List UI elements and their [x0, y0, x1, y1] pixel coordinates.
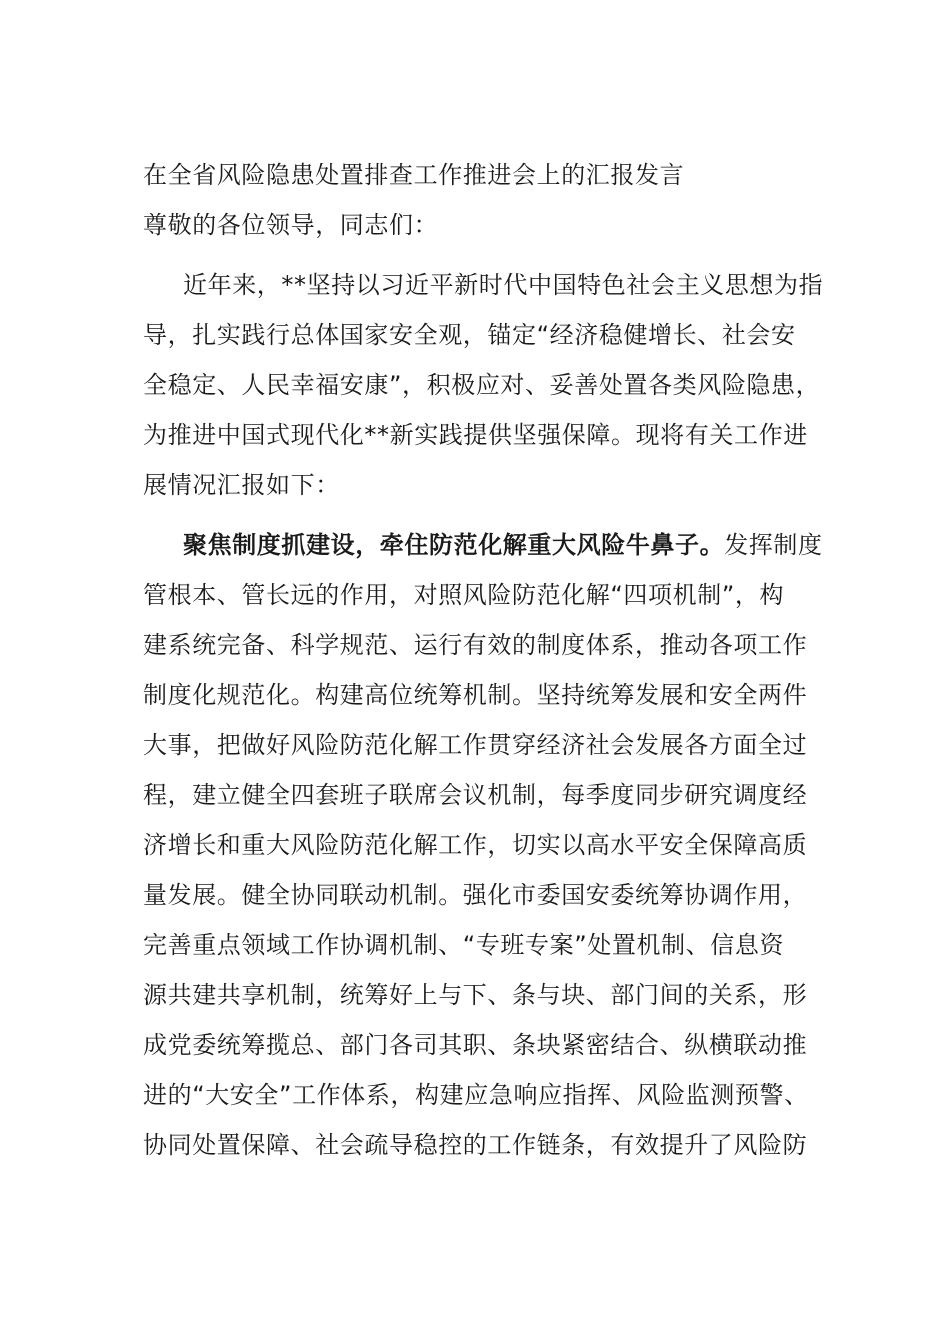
paragraph-line: 管根本、管长远的作用，对照风险防范化解“四项机制”，构 — [143, 581, 785, 609]
paragraph-line: 完善重点领域工作协调机制、“专班专案”处置机制、信息资 — [143, 931, 785, 959]
paragraph-line: 导，扎实践行总体国家安全观，锚定“经济稳健增长、社会安 — [143, 321, 796, 349]
section-heading: 聚焦制度抓建设，牵住防范化解重大风险牛鼻子。 — [183, 531, 725, 559]
paragraph-line: 协同处置保障、社会疏导稳控的工作链条，有效提升了风险防 — [143, 1131, 808, 1159]
document-page — [143, 150, 824, 1170]
paragraph-line: 济增长和重大风险防范化解工作，切实以高水平安全保障高质 — [143, 831, 808, 859]
paragraph-line: 近年来，**坚持以习近平新时代中国特色社会主义思想为指 — [183, 271, 824, 299]
paragraph-line: 成党委统筹揽总、部门各司其职、条块紧密结合、纵横联动推 — [143, 1031, 808, 1059]
paragraph-line: 程，建立健全四套班子联席会议机制，每季度同步研究调度经 — [143, 781, 808, 809]
paragraph-line: 大事，把做好风险防范化解工作贯穿经济社会发展各方面全过 — [143, 731, 808, 759]
paragraph-line: 建系统完备、科学规范、运行有效的制度体系，推动各项工作 — [143, 631, 808, 659]
document-title: 在全省风险隐患处置排查工作推进会上的汇报发言 — [143, 161, 685, 189]
greeting: 尊敬的各位领导，同志们： — [143, 211, 439, 239]
paragraph-line: 制度化规范化。构建高位统筹机制。坚持统筹发展和安全两件 — [143, 681, 808, 709]
paragraph-line: 全稳定、人民幸福安康”，积极应对、妥善处置各类风险隐患， — [143, 371, 821, 399]
paragraph-line: 源共建共享机制，统筹好上与下、条与块、部门间的关系，形 — [143, 981, 808, 1009]
paragraph-line: 为推进中国式现代化**新实践提供坚强保障。现将有关工作进 — [143, 421, 808, 449]
paragraph-line-rest: 发挥制度 — [724, 531, 823, 559]
paragraph-gap — [143, 250, 807, 260]
paragraph-line: 量发展。健全协同联动机制。强化市委国安委统筹协调作用， — [143, 881, 808, 909]
paragraph-intro — [143, 260, 824, 510]
paragraph-line: 展情况汇报如下： — [143, 471, 340, 499]
paragraph-line: 进的“大安全”工作体系，构建应急响应指挥、风险监测预警、 — [143, 1081, 809, 1109]
paragraph-first-line — [143, 520, 823, 570]
paragraph-system-building — [143, 520, 823, 1170]
paragraph-gap — [143, 510, 807, 520]
